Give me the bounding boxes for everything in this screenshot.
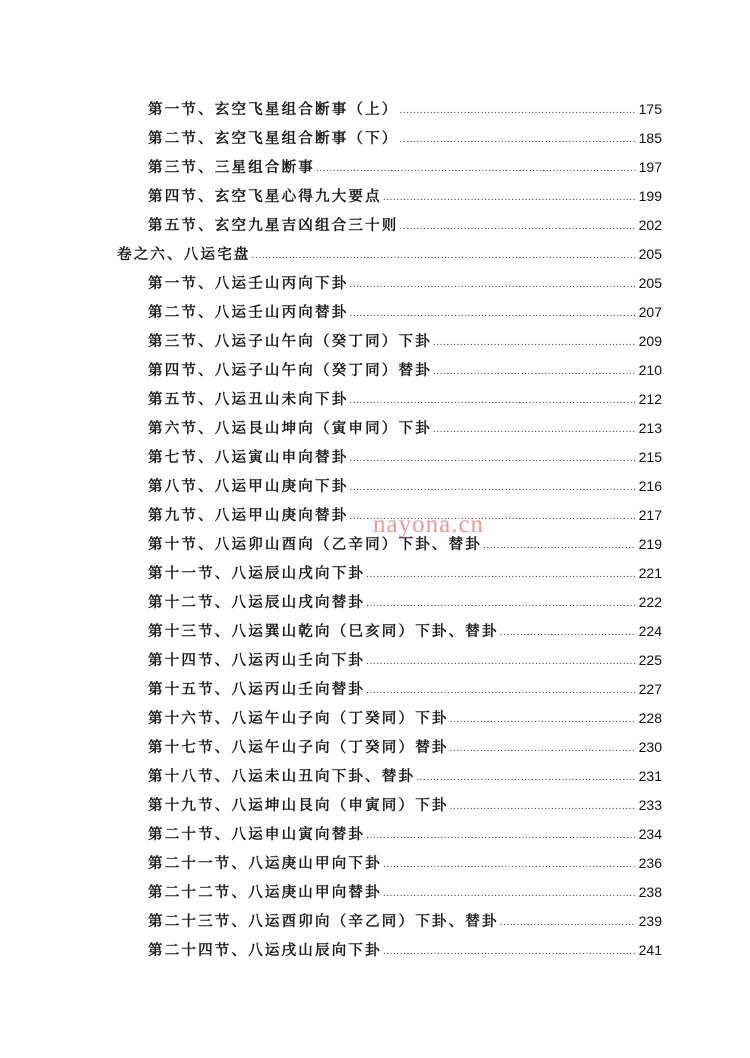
toc-page-number: 225 <box>638 652 662 668</box>
toc-entry-title: 第十节、八运卯山酉向（乙辛同）下卦、替卦 <box>148 536 482 553</box>
toc-page-number: 219 <box>638 536 662 552</box>
toc-page-number: 221 <box>638 565 662 581</box>
dot-leader <box>500 618 636 647</box>
toc-entry-title: 第十七节、八运午山子向（丁癸同）替卦 <box>148 739 449 756</box>
dot-leader <box>349 270 635 299</box>
dot-leader <box>500 908 636 937</box>
dot-leader <box>433 328 636 357</box>
toc-page-number: 197 <box>638 159 662 175</box>
dot-leader <box>366 647 636 676</box>
toc-page-number: 224 <box>638 623 662 639</box>
toc-section-entry[interactable] <box>148 385 662 414</box>
toc-page-number: 215 <box>638 449 662 465</box>
toc-section-entry[interactable] <box>148 443 662 472</box>
toc-section-entry[interactable] <box>148 327 662 356</box>
toc-page-number: 238 <box>638 884 662 900</box>
toc-page-number: 209 <box>638 333 662 349</box>
toc-page-number: 234 <box>638 826 662 842</box>
dot-leader <box>383 183 636 212</box>
dot-leader <box>450 705 636 734</box>
toc-volume-entry[interactable] <box>117 240 662 269</box>
toc-section-entry[interactable] <box>148 675 662 704</box>
toc-entry-title: 第二十三节、八运酉卯向（辛乙同）下卦、替卦 <box>148 913 499 930</box>
toc-page-number: 205 <box>638 275 662 291</box>
toc-section-entry[interactable] <box>148 588 662 617</box>
toc-page-number: 199 <box>638 188 662 204</box>
dot-leader <box>366 589 636 618</box>
toc-page-number: 227 <box>638 681 662 697</box>
toc-entry-title: 第五节、玄空九星吉凶组合三十则 <box>148 217 399 234</box>
toc-page-number: 205 <box>638 246 662 262</box>
toc-entry-title: 第三节、三星组合断事 <box>148 159 315 176</box>
toc-page-number: 233 <box>638 797 662 813</box>
toc-entry-title: 第二节、八运壬山丙向替卦 <box>148 304 349 321</box>
dot-leader <box>450 734 636 763</box>
toc-page-number: 216 <box>638 478 662 494</box>
dot-leader <box>252 241 636 270</box>
toc-entry-title: 第十二节、八运辰山戌向替卦 <box>148 594 366 611</box>
dot-leader <box>383 937 636 966</box>
toc-page-number: 202 <box>638 217 662 233</box>
toc-page-number: 217 <box>638 507 662 523</box>
toc-entry-title: 第十六节、八运午山子向（丁癸同）下卦 <box>148 710 449 727</box>
dot-leader <box>450 792 636 821</box>
dot-leader <box>400 96 636 125</box>
toc-entry-title: 第二节、玄空飞星组合断事（下） <box>148 130 399 147</box>
toc-section-entry[interactable] <box>148 153 662 182</box>
toc-page-number: 241 <box>638 942 662 958</box>
dot-leader <box>383 879 636 908</box>
toc-section-entry[interactable] <box>148 617 662 646</box>
toc-section-entry[interactable] <box>148 646 662 675</box>
toc-entry-title: 第三节、八运子山午向（癸丁同）下卦 <box>148 333 432 350</box>
toc-section-entry[interactable] <box>148 849 662 878</box>
toc-section-entry[interactable] <box>148 211 662 240</box>
dot-leader <box>400 125 636 154</box>
toc-page-number: 185 <box>638 130 662 146</box>
toc-entry-title: 卷之六、八运宅盘 <box>117 246 251 263</box>
toc-entry-title: 第十四节、八运丙山壬向下卦 <box>148 652 366 669</box>
dot-leader <box>349 444 635 473</box>
toc-entry-title: 第八节、八运甲山庚向下卦 <box>148 478 349 495</box>
toc-page-number: 222 <box>638 594 662 610</box>
toc-section-entry[interactable] <box>148 182 662 211</box>
dot-leader <box>483 531 636 560</box>
toc-section-entry[interactable] <box>148 414 662 443</box>
watermark: nayona.cn <box>373 511 485 538</box>
toc-section-entry[interactable] <box>148 269 662 298</box>
toc-page-number: 228 <box>638 710 662 726</box>
toc-section-entry[interactable] <box>148 820 662 849</box>
toc-section-entry[interactable] <box>148 733 662 762</box>
dot-leader <box>366 676 636 705</box>
toc-entry-title: 第一节、八运壬山丙向下卦 <box>148 275 349 292</box>
toc-section-entry[interactable] <box>148 95 662 124</box>
toc-page-number: 175 <box>638 101 662 117</box>
toc-entry-title: 第十五节、八运丙山壬向替卦 <box>148 681 366 698</box>
toc-section-entry[interactable] <box>148 356 662 385</box>
toc-section-entry[interactable] <box>148 124 662 153</box>
toc-entry-title: 第四节、八运子山午向（癸丁同）替卦 <box>148 362 432 379</box>
toc-entry-title: 第九节、八运甲山庚向替卦 <box>148 507 349 524</box>
toc-page-number: 230 <box>638 739 662 755</box>
toc-entry-title: 第二十二节、八运庚山甲向替卦 <box>148 884 382 901</box>
toc-section-entry[interactable] <box>148 878 662 907</box>
dot-leader <box>383 850 636 879</box>
dot-leader <box>400 212 636 241</box>
toc-page-number: 212 <box>638 391 662 407</box>
toc-section-entry[interactable] <box>148 907 662 936</box>
toc-entry-title: 第七节、八运寅山申向替卦 <box>148 449 349 466</box>
toc-entry-title: 第十九节、八运坤山艮向（申寅同）下卦 <box>148 797 449 814</box>
toc-section-entry[interactable] <box>148 472 662 501</box>
toc-page-number: 236 <box>638 855 662 871</box>
toc-section-entry[interactable] <box>148 559 662 588</box>
toc-entry-title: 第五节、八运丑山未向下卦 <box>148 391 349 408</box>
dot-leader <box>316 154 636 183</box>
toc-page-number: 210 <box>638 362 662 378</box>
dot-leader <box>416 763 635 792</box>
toc-entry-title: 第六节、八运艮山坤向（寅申同）下卦 <box>148 420 432 437</box>
toc-section-entry[interactable] <box>148 791 662 820</box>
dot-leader <box>349 299 635 328</box>
toc-page-number: 231 <box>638 768 662 784</box>
dot-leader <box>349 386 635 415</box>
toc-entry-title: 第一节、玄空飞星组合断事（上） <box>148 101 399 118</box>
toc-entry-title: 第十八节、八运未山丑向下卦、替卦 <box>148 768 416 785</box>
toc-section-entry[interactable] <box>148 298 662 327</box>
toc-page-number: 239 <box>638 913 662 929</box>
dot-leader <box>366 821 636 850</box>
toc-section-entry[interactable] <box>148 936 662 965</box>
dot-leader <box>349 473 635 502</box>
toc-section-entry[interactable] <box>148 762 662 791</box>
toc-entry-title: 第二十一节、八运庚山甲向下卦 <box>148 855 382 872</box>
dot-leader <box>433 357 636 386</box>
toc-page-number: 213 <box>638 420 662 436</box>
toc-entry-title: 第二十四节、八运戌山辰向下卦 <box>148 942 382 959</box>
toc-entry-title: 第十一节、八运辰山戌向下卦 <box>148 565 366 582</box>
toc-entry-title: 第十三节、八运巽山乾向（巳亥同）下卦、替卦 <box>148 623 499 640</box>
toc-entry-title: 第四节、玄空飞星心得九大要点 <box>148 188 382 205</box>
toc-entry-title: 第二十节、八运申山寅向替卦 <box>148 826 366 843</box>
toc-section-entry[interactable] <box>148 704 662 733</box>
toc-page-number: 207 <box>638 304 662 320</box>
dot-leader <box>366 560 636 589</box>
dot-leader <box>433 415 636 444</box>
